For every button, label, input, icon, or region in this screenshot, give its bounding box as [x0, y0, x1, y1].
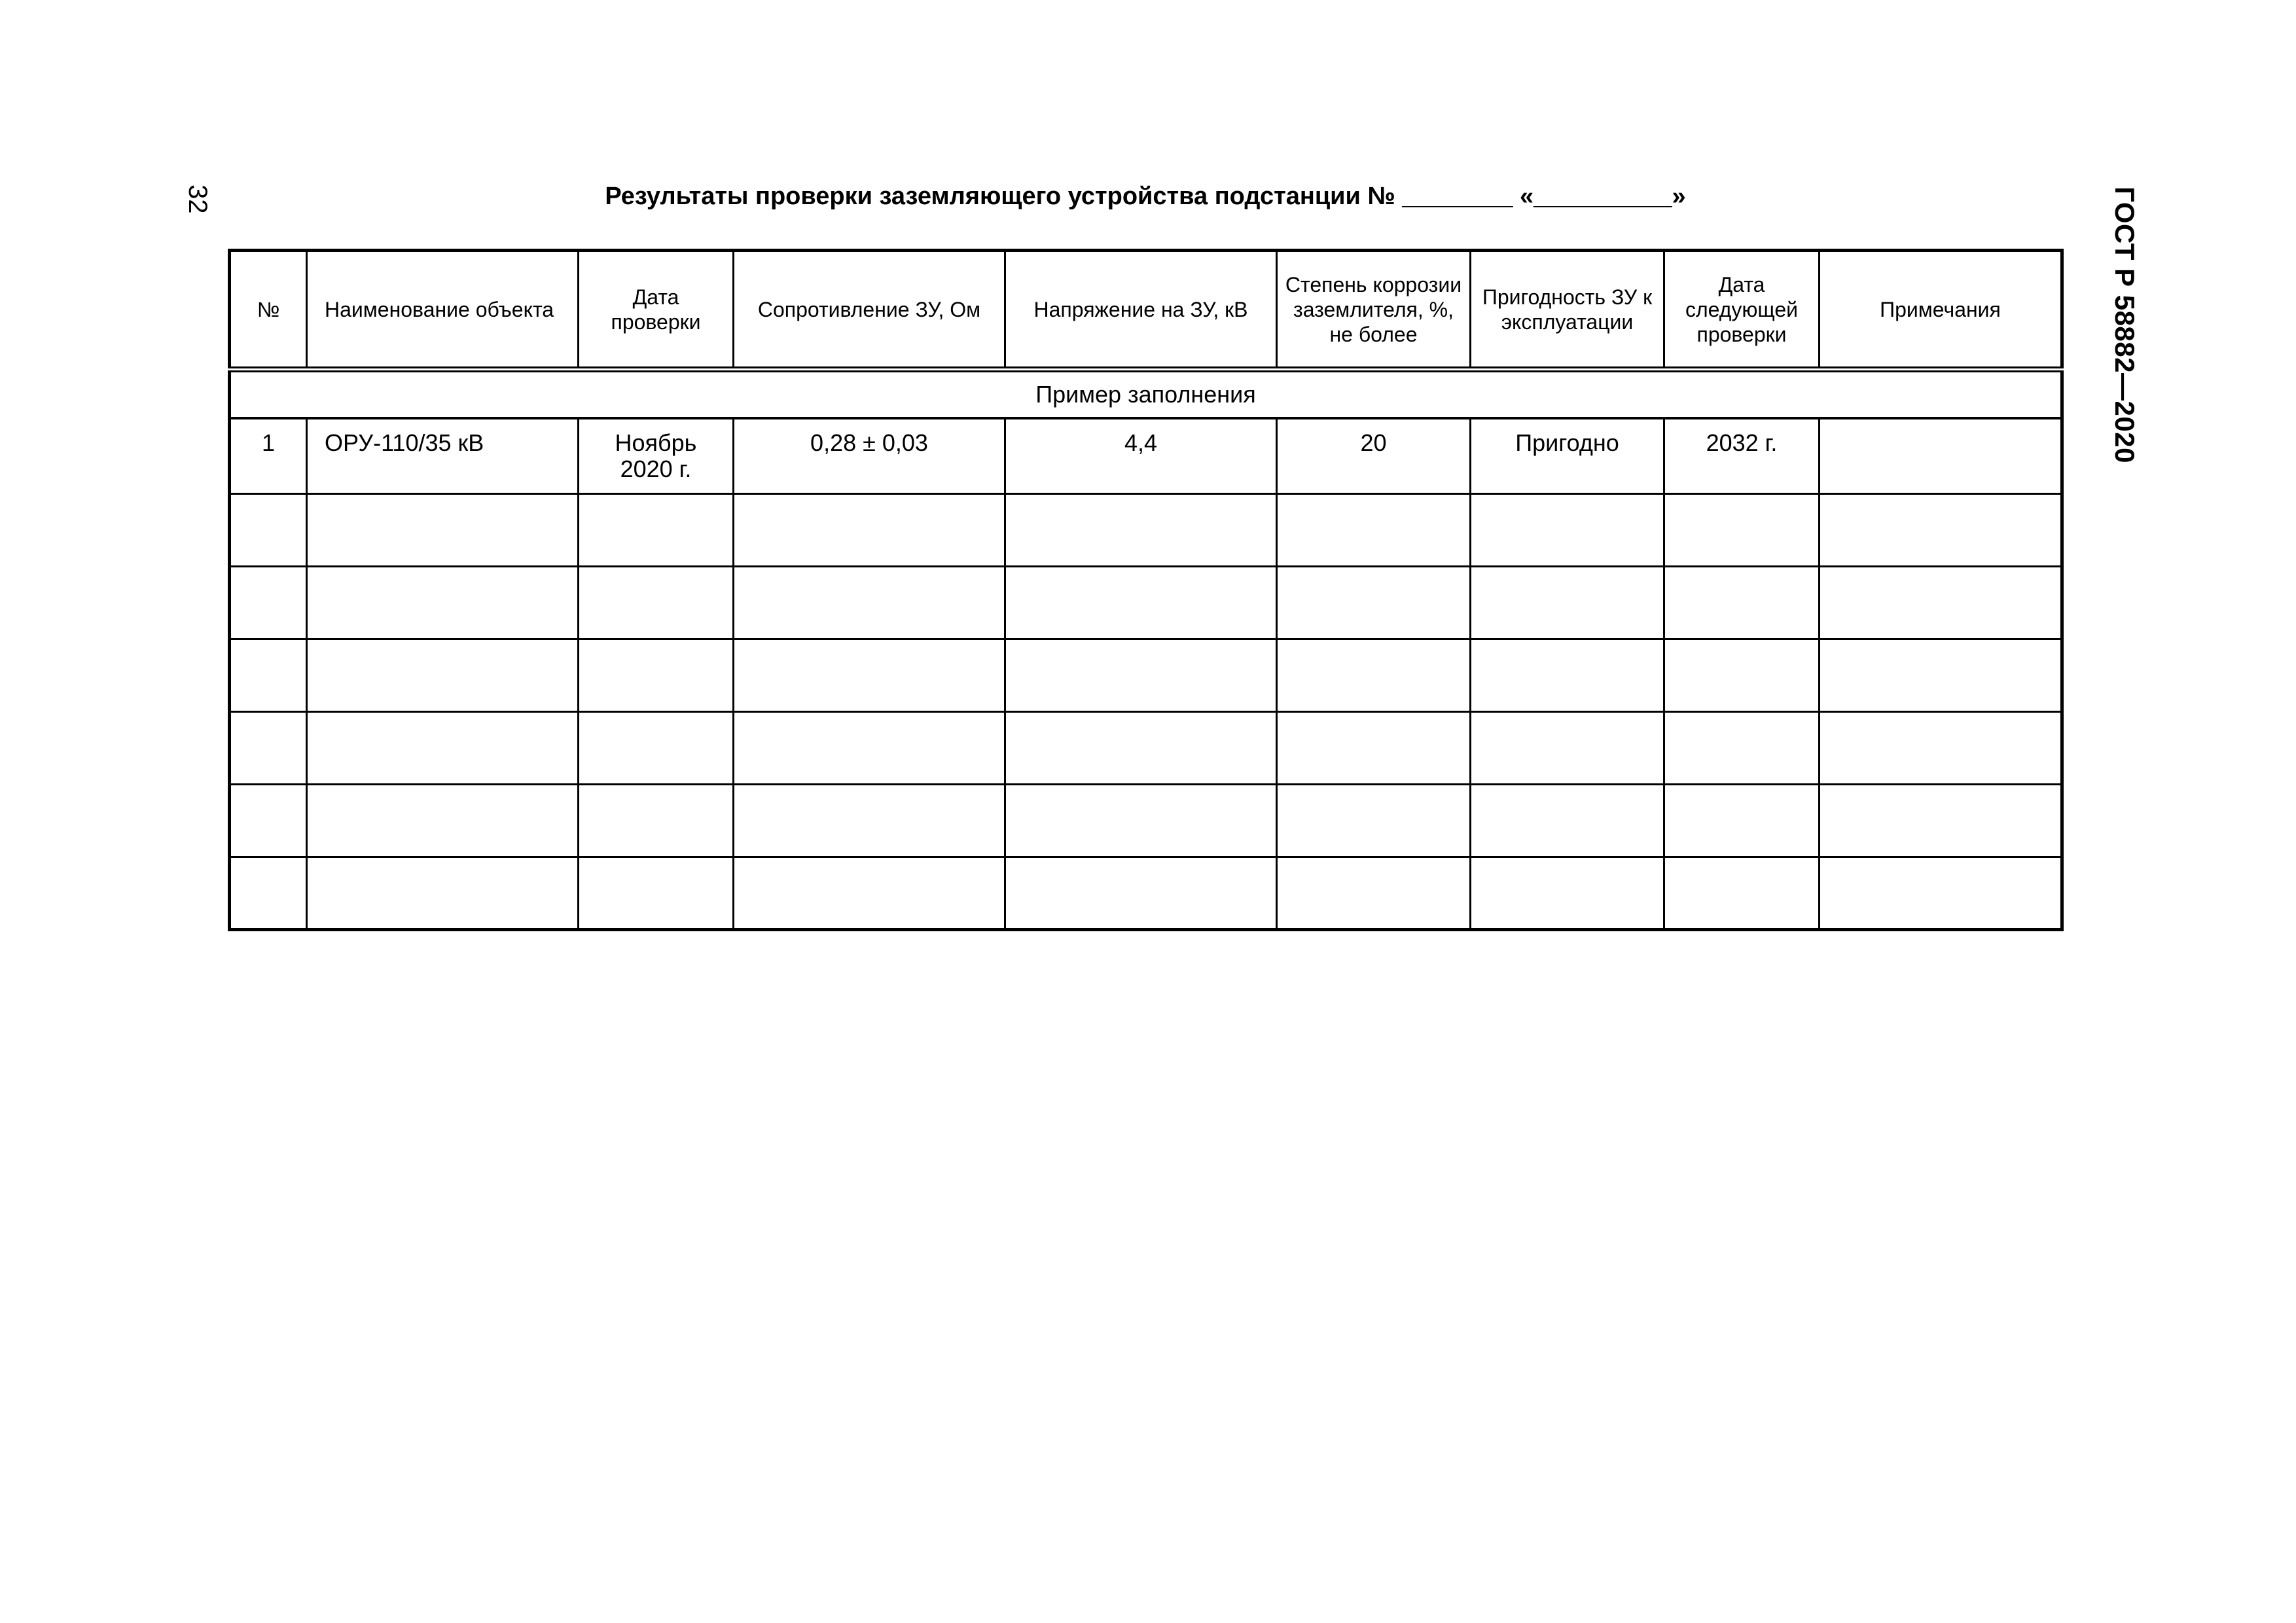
empty-cell	[1005, 712, 1277, 785]
cell-resistance: 0,28 ± 0,03	[734, 418, 1005, 494]
empty-cell	[1664, 639, 1820, 712]
empty-cell	[1820, 567, 2062, 639]
empty-cell	[1005, 857, 1277, 930]
empty-cell	[1820, 857, 2062, 930]
empty-cell	[307, 639, 579, 712]
empty-cell	[734, 494, 1005, 567]
empty-cell	[1277, 494, 1471, 567]
empty-cell	[579, 712, 734, 785]
cell-check-date: Ноябрь 2020 г.	[579, 418, 734, 494]
table-row-empty	[230, 639, 2062, 712]
cell-next-check-date: 2032 г.	[1664, 418, 1820, 494]
cell-voltage: 4,4	[1005, 418, 1277, 494]
empty-cell	[1471, 567, 1664, 639]
empty-cell	[230, 712, 307, 785]
standard-code: ГОСТ Р 58882—2020	[2109, 187, 2140, 463]
cell-object-name: ОРУ-110/35 кВ	[307, 418, 579, 494]
empty-cell	[1005, 785, 1277, 857]
empty-cell	[1664, 567, 1820, 639]
empty-cell	[1471, 639, 1664, 712]
empty-cell	[307, 567, 579, 639]
empty-cell	[579, 567, 734, 639]
page-number: 32	[183, 185, 212, 214]
empty-cell	[230, 494, 307, 567]
empty-cell	[579, 494, 734, 567]
header-corrosion: Степень коррозии заземлителя, %, не более	[1277, 251, 1471, 370]
empty-cell	[734, 857, 1005, 930]
empty-cell	[230, 567, 307, 639]
empty-cell	[307, 494, 579, 567]
header-voltage: Напряжение на ЗУ, кВ	[1005, 251, 1277, 370]
header-notes: Примечания	[1820, 251, 2062, 370]
empty-cell	[1664, 494, 1820, 567]
table-row-empty	[230, 857, 2062, 930]
empty-cell	[307, 857, 579, 930]
empty-cell	[1005, 639, 1277, 712]
empty-cell	[1471, 785, 1664, 857]
header-check-date: Дата проверки	[579, 251, 734, 370]
empty-cell	[1005, 494, 1277, 567]
table-row-empty	[230, 712, 2062, 785]
empty-cell	[1820, 494, 2062, 567]
cell-notes	[1820, 418, 2062, 494]
empty-cell	[579, 639, 734, 712]
table-row-empty	[230, 567, 2062, 639]
cell-number: 1	[230, 418, 307, 494]
empty-cell	[734, 712, 1005, 785]
empty-cell	[1471, 712, 1664, 785]
empty-cell	[1277, 639, 1471, 712]
empty-cell	[1664, 785, 1820, 857]
empty-cell	[230, 639, 307, 712]
empty-cell	[1471, 494, 1664, 567]
table-row-empty	[230, 785, 2062, 857]
example-label-row	[230, 370, 2062, 418]
table-header-row	[230, 251, 2062, 370]
empty-cell	[1277, 712, 1471, 785]
cell-suitability: Пригодно	[1471, 418, 1664, 494]
empty-cell	[1664, 712, 1820, 785]
empty-cell	[1277, 857, 1471, 930]
empty-cell	[1820, 639, 2062, 712]
empty-cell	[1820, 785, 2062, 857]
empty-cell	[734, 639, 1005, 712]
empty-cell	[307, 785, 579, 857]
empty-cell	[734, 785, 1005, 857]
table-row	[230, 418, 2062, 494]
empty-cell	[1277, 567, 1471, 639]
empty-cell	[734, 567, 1005, 639]
document-title: Результаты проверки заземляющего устройства подстанции № ________ «__________»	[605, 183, 1686, 210]
empty-cell	[579, 857, 734, 930]
empty-cell	[579, 785, 734, 857]
empty-cell	[307, 712, 579, 785]
empty-cell	[1471, 857, 1664, 930]
empty-cell	[230, 857, 307, 930]
empty-cell	[1820, 712, 2062, 785]
header-number: №	[230, 251, 307, 370]
header-suitability: Пригодность ЗУ к эксплуатации	[1471, 251, 1664, 370]
example-label: Пример заполнения	[230, 370, 2062, 418]
cell-corrosion: 20	[1277, 418, 1471, 494]
table-row-empty	[230, 494, 2062, 567]
empty-cell	[1005, 567, 1277, 639]
grounding-check-table	[228, 249, 2064, 931]
empty-cell	[1277, 785, 1471, 857]
empty-cell	[1664, 857, 1820, 930]
header-object-name: Наименование объекта	[307, 251, 579, 370]
header-resistance: Сопротивление ЗУ, Ом	[734, 251, 1005, 370]
empty-cell	[230, 785, 307, 857]
header-next-check-date: Дата следующей проверки	[1664, 251, 1820, 370]
